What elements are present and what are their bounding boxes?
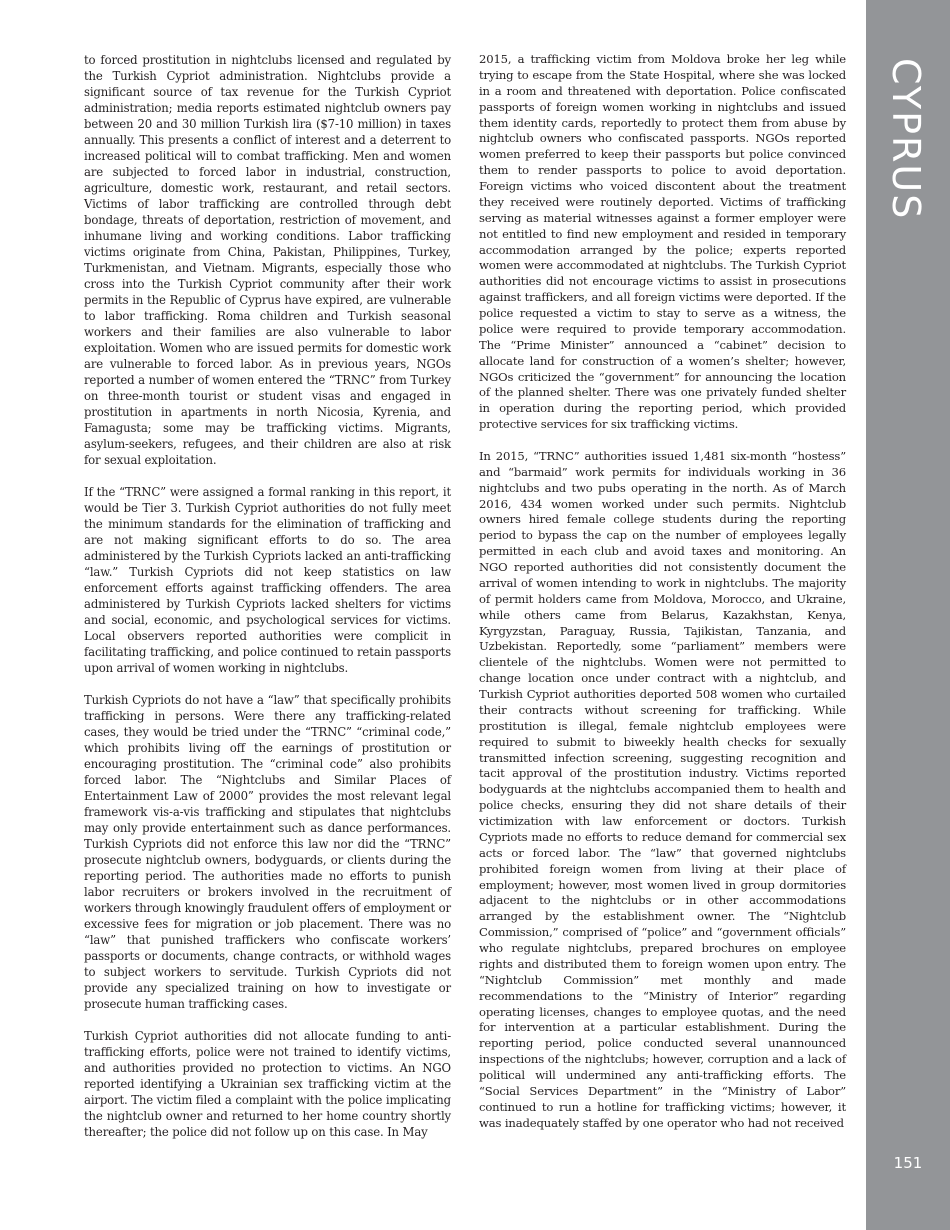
page-number: 151 [893,1154,923,1172]
right-text-column [479,52,846,1147]
paragraph: 2015, a trafficking victim from Moldova broke her leg while trying to escape from the State Hospital, where she was locked in a room and threatened with deportation. Police confiscated passports of foreign women working in nightclubs and issued them identity cards, reportedly to protect them from abuse by nightclub owners who confiscated passports. NGOs reported women preferred to keep their passports but police convinced them to render passports to police to avoid deportation. Foreign victims who voiced discontent about the treatment they received were routinely deported. Victims of trafficking serving as material witnesses against a former employer were not entitled to find new employment and resided in temporary accommodation arranged by the police; experts reported women were accommodated at nightclubs. The Turkish Cypriot authorities did not encourage victims to assist in prosecutions against traffickers, and all foreign victims were deported. If the police requested a victim to stay to serve as a witness, the police were required to provide temporary accommodation. The “Prime Minister” announced a “cabinet” decision to allocate land for construction of a women’s shelter; however, NGOs criticized the “government” for announcing the location of the planned shelter. There was one privately funded shelter in operation during the reporting period, which provided protective services for six trafficking victims. [479,52,846,432]
country-name: CYPRUS [884,58,928,221]
paragraph: Turkish Cypriots do not have a “law” that specifically prohibits trafficking in persons. Were there any trafficking-related cases, they would be tried under the “TRNC” “criminal code,” which prohibits living off the earnings of prostitution or encouraging prostitution. The “criminal code” also prohibits forced labor. The “Nightclubs and Similar Places of Entertainment Law of 2000” provides the most relevant legal framework vis-a-vis trafficking and stipulates that nightclubs may only provide entertainment such as dance performances. Turkish Cypriots did not enforce this law nor did the “TRNC” prosecute nightclub owners, bodyguards, or clients during the reporting period. The authorities made no efforts to punish labor recruiters or brokers involved in the recruitment of workers through knowingly fraudulent offers of employment or excessive fees for migration or job placement. There was no “law” that punished traffickers who confiscate workers’ passports or documents, change contracts, or withhold wages to subject workers to servitude. Turkish Cypriots did not provide any specialized training on how to investigate or prosecute human trafficking cases. [84,693,451,1011]
paragraph: If the “TRNC” were assigned a formal ranking in this report, it would be Tier 3. Turkish Cypriot authorities do not fully meet the minimum standards for the elimination of trafficking and are not making significant efforts to do so. The area administered by the Turkish Cypriots lacked an anti-trafficking “law.” Turkish Cypriots did not keep statistics on law enforcement efforts against trafficking offenders. The area administered by Turkish Cypriots lacked shelters for victims and social, economic, and psychological services for victims. Local observers reported authorities were complicit in facilitating trafficking, and police continued to retain passports upon arrival of women working in nightclubs. [84,485,451,675]
left-text-column [84,52,451,1156]
paragraph: In 2015, “TRNC” authorities issued 1,481 six-month “hostess” and “barmaid” work permits for individuals working in 36 nightclubs and two pubs operating in the north. As of March 2016, 434 women worked under such permits. Nightclub owners hired female college students during the reporting period to bypass the cap on the number of employees legally permitted in each club and avoid taxes and monitoring. An NGO reported authorities did not consistently document the arrival of women intending to work in nightclubs. The majority of permit holders came from Moldova, Morocco, and Ukraine, while others came from Belarus, Kazakhstan, Kenya, Kyrgyzstan, Paraguay, Russia, Tajikistan, Tanzania, and Uzbekistan. Reportedly, some “parliament” members were clientele of the nightclubs. Women were not permitted to change location once under contract with a nightclub, and Turkish Cypriot authorities deported 508 women who curtailed their contracts without screening for trafficking. While prostitution is illegal, female nightclub employees were required to submit to biweekly health checks for sexually transmitted infection screening, suggesting recognition and tacit approval of the prostitution industry. Victims reported bodyguards at the nightclubs accompanied them to health and police checks, ensuring they did not share details of their victimization with law enforcement or doctors. Turkish Cypriots made no efforts to reduce demand for commercial sex acts or forced labor. The “law” that governed nightclubs prohibited foreign women from living at their place of employment; however, most women lived in group dormitories adjacent to the nightclubs or in other accommodations arranged by the establishment owner. The “Nightclub Commission,” comprised of “police” and “government officials” who regulate nightclubs, prepared brochures on employee rights and distributed them to foreign women upon entry. The “Nightclub Commission” met monthly and made recommendations to the “Ministry of Interior” regarding operating licenses, changes to employee quotas, and the need for intervention at a particular establishment. During the reporting period, police conducted several unannounced inspections of the nightclubs; however, corruption and a lack of political will undermined any anti-trafficking efforts. The “Social Services Department” in the “Ministry of Labor” continued to run a hotline for trafficking victims; however, it was inadequately staffed by one operator who had not received [479,448,846,1130]
paragraph: to forced prostitution in nightclubs licensed and regulated by the Turkish Cypriot administration. Nightclubs provide a significant source of tax revenue for the Turkish Cypriot administration; media reports estimated nightclub owners pay between 20 and 30 million Turkish lira ($7-10 million) in taxes annually. This presents a conflict of interest and a deterrent to increased political will to combat trafficking. Men and women are subjected to forced labor in industrial, construction, agriculture, domestic work, restaurant, and retail sectors. Victims of labor trafficking are controlled through debt bondage, threats of deportation, restriction of movement, and inhumane living and working conditions. Labor trafficking victims originate from China, Pakistan, Philippines, Turkey, Turkmenistan, and Vietnam. Migrants, especially those who cross into the Turkish Cypriot community after their work permits in the Republic of Cyprus have expired, are vulnerable to labor trafficking. Roma children and Turkish seasonal workers and their families are also vulnerable to labor exploitation. Women who are issued permits for domestic work are vulnerable to forced labor. As in previous years, NGOs reported a number of women entered the “TRNC” from Turkey on three-month tourist or student visas and engaged in prostitution in apartments in north Nicosia, Kyrenia, and Famagusta; some may be trafficking victims. Migrants, asylum-seekers, refugees, and their children are also at risk for sexual exploitation. [84,53,451,467]
paragraph: Turkish Cypriot authorities did not allocate funding to anti-trafficking efforts, police were not trained to identify victims, and authorities provided no protection to victims. An NGO reported identifying a Ukrainian sex trafficking victim at the airport. The victim filed a complaint with the police implicating the nightclub owner and returned to her home country shortly thereafter; the police did not follow up on this case. In May [84,1029,451,1139]
country-label [866,58,950,221]
